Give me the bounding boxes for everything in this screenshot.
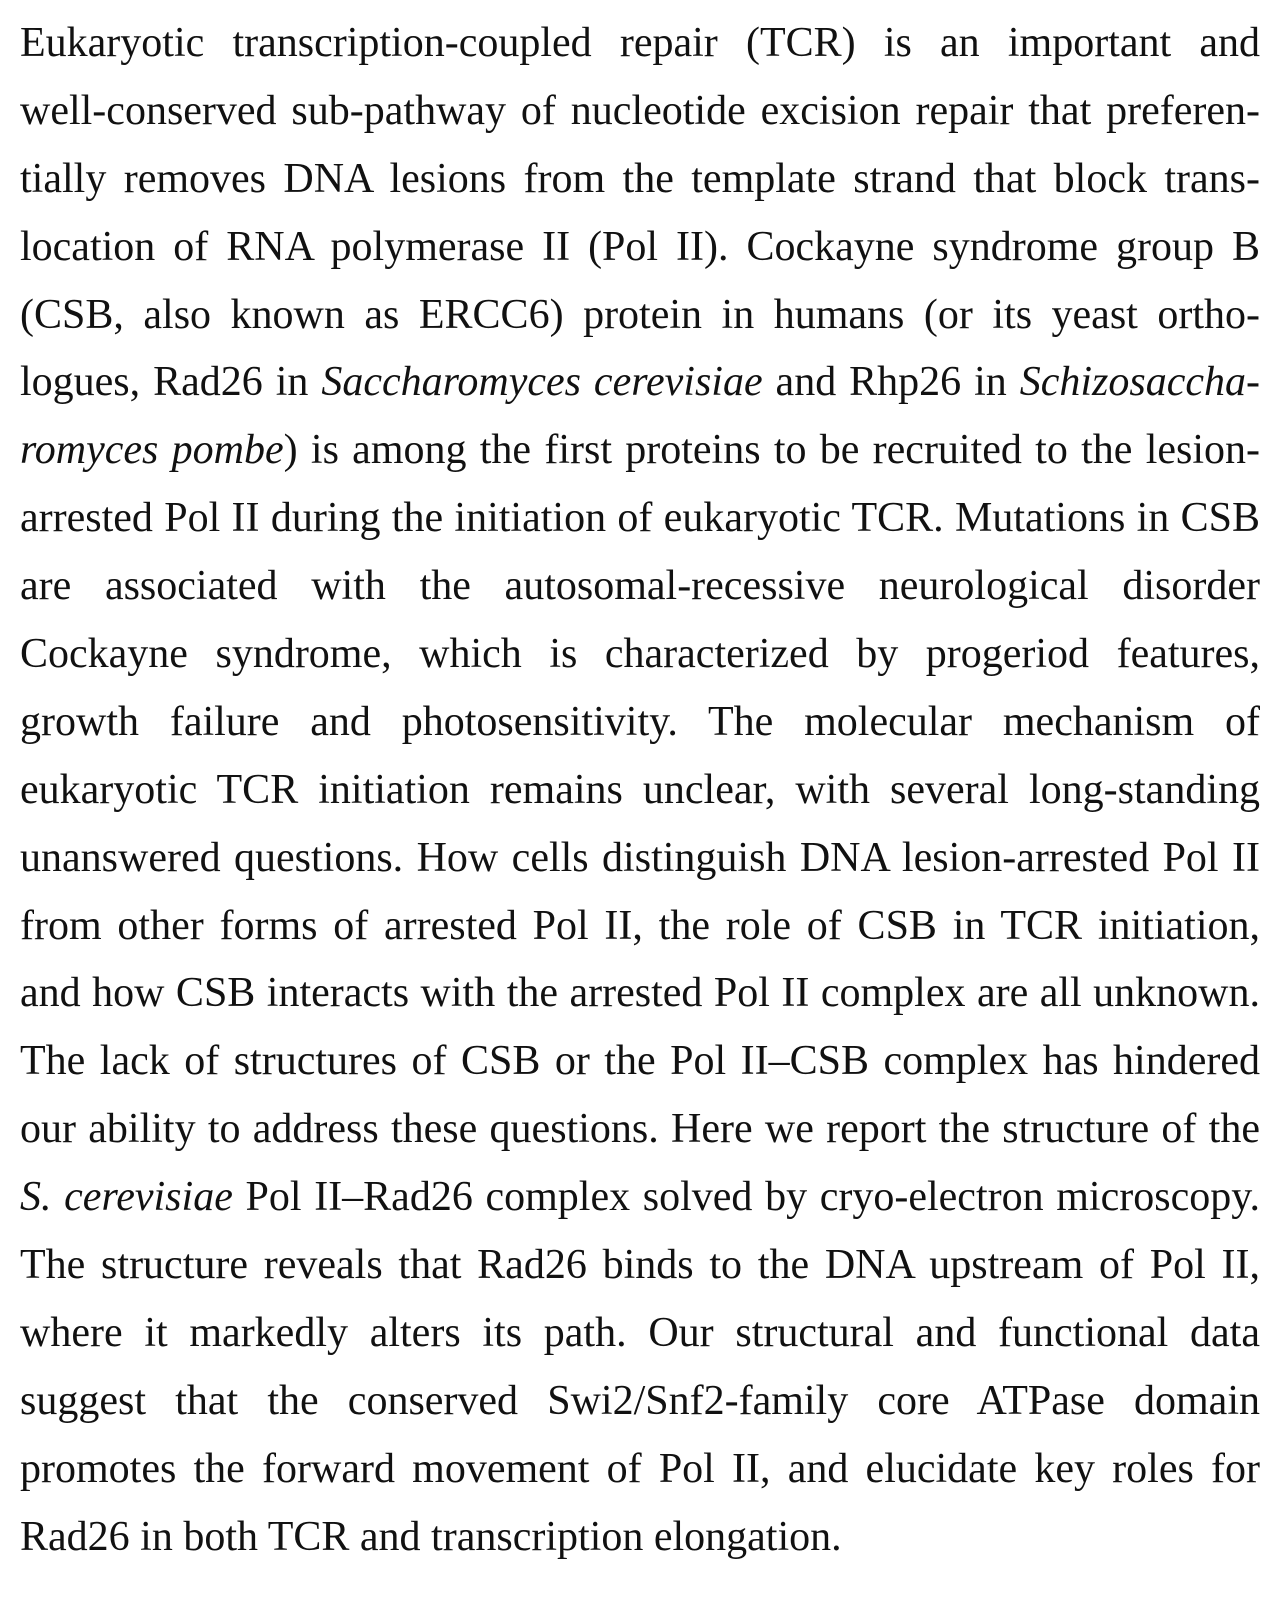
abstract-line [20, 757, 1260, 825]
text-segment: and how CSB interacts with the arrested Pol II complex are all unknown. [20, 970, 1260, 1017]
abstract-line [20, 553, 1260, 621]
text-segment: our ability to address these questions. Here we report the structure of the [20, 1106, 1260, 1153]
text-segment: Eukaryotic transcription-coupled repair (TCR) is an important and [20, 20, 1260, 66]
abstract-line [20, 689, 1260, 757]
italic-text-segment: romyces pombe [20, 427, 284, 474]
abstract-line [20, 485, 1260, 553]
abstract-line [20, 1232, 1260, 1300]
abstract-line [20, 825, 1260, 893]
text-segment: Cockayne syndrome, which is characterized by progeriod features, [20, 631, 1260, 678]
text-segment: unanswered questions. How cells distinguish DNA lesion-arrested Pol II [20, 834, 1260, 881]
text-segment: ) is among the first proteins to be recruited to the lesion- [283, 427, 1260, 474]
text-segment: from other forms of arrested Pol II, the role of CSB in TCR initiation, [20, 902, 1260, 949]
abstract-line [20, 417, 1260, 485]
abstract-line [20, 349, 1260, 417]
abstract-line [20, 10, 1260, 78]
text-segment: location of RNA polymerase II (Pol II). Cockayne syndrome group B [20, 223, 1260, 270]
abstract-line [20, 282, 1260, 350]
abstract-line [20, 1028, 1260, 1096]
abstract-line [20, 893, 1260, 961]
text-segment: tially removes DNA lesions from the template strand that block trans- [20, 155, 1260, 202]
text-segment: The structure reveals that Rad26 binds to the DNA upstream of Pol II, [20, 1242, 1260, 1289]
abstract-line [20, 1368, 1260, 1436]
abstract-line [20, 1300, 1260, 1368]
abstract-paragraph [20, 10, 1260, 1571]
abstract-line [20, 78, 1260, 146]
abstract-line [20, 1164, 1260, 1232]
italic-text-segment: Schizosaccha- [1019, 359, 1260, 406]
abstract-line [20, 960, 1260, 1028]
text-segment: are associated with the autosomal-recessive neurological disorder [20, 563, 1260, 610]
abstract-line [20, 621, 1260, 689]
abstract-line [20, 1096, 1260, 1164]
text-segment: where it markedly alters its path. Our structural and functional data [20, 1309, 1260, 1356]
abstract-line [20, 146, 1260, 214]
abstract-line [20, 1504, 1260, 1572]
text-segment: logues, Rad26 in [20, 359, 322, 406]
italic-text-segment: Saccharomyces cerevisiae [321, 359, 763, 406]
text-segment: Rad26 in both TCR and transcription elongation. [20, 1513, 842, 1560]
text-segment: eukaryotic TCR initiation remains unclear, with several long-standing [20, 766, 1260, 813]
abstract-line [20, 214, 1260, 282]
text-segment: (CSB, also known as ERCC6) protein in humans (or its yeast ortho- [20, 291, 1260, 338]
text-segment: arrested Pol II during the initiation of eukaryotic TCR. Mutations in CSB [20, 495, 1260, 542]
text-segment: well-conserved sub-pathway of nucleotide excision repair that preferen- [20, 87, 1260, 134]
text-segment: The lack of structures of CSB or the Pol II–CSB complex has hindered [20, 1038, 1260, 1085]
abstract-line [20, 1436, 1260, 1504]
text-segment: Pol II–Rad26 complex solved by cryo-electron microscopy. [232, 1174, 1260, 1221]
text-segment: suggest that the conserved Swi2/Snf2-family core ATPase domain [20, 1377, 1260, 1424]
text-segment: and Rhp26 in [762, 359, 1020, 406]
text-segment: promotes the forward movement of Pol II, and elucidate key roles for [20, 1445, 1260, 1492]
italic-text-segment: S. cerevisiae [20, 1174, 233, 1221]
text-segment: growth failure and photosensitivity. The molecular mechanism of [20, 698, 1260, 745]
